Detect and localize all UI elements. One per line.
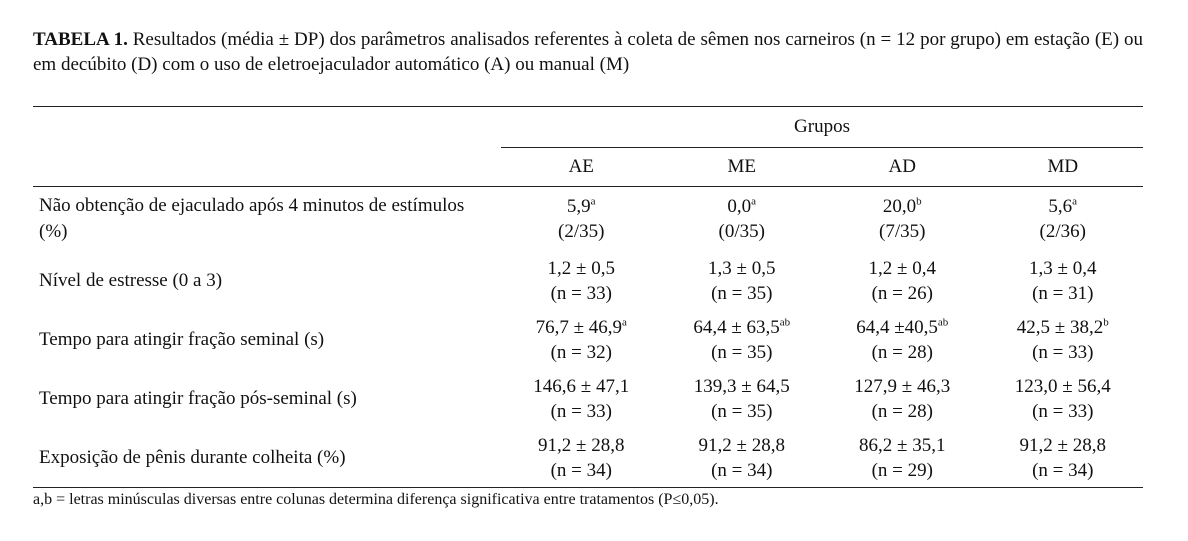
cell-sample-size: (n = 33)	[1032, 341, 1094, 363]
cell-sample-size: (n = 33)	[550, 400, 612, 422]
cell-value: 5,6	[1048, 196, 1073, 217]
cell-value-line	[501, 256, 662, 281]
table-cell	[822, 187, 983, 252]
cell-sample-size: (n = 28)	[871, 341, 933, 363]
significance-superscript: a	[1072, 195, 1078, 208]
cell-sample-size: (2/36)	[1039, 221, 1086, 242]
significance-superscript: a	[751, 195, 757, 208]
table-cell	[662, 369, 823, 428]
cell-sample-size: (n = 26)	[871, 282, 933, 304]
column-header-md: MD	[983, 148, 1144, 187]
cell-value-line	[983, 315, 1144, 340]
table-cell	[822, 310, 983, 369]
cell-value-line	[662, 256, 823, 281]
cell-value: 1,3 ± 0,5	[708, 257, 776, 279]
header-blank	[33, 107, 501, 148]
significance-superscript: a	[622, 316, 627, 329]
cell-sample-size: (n = 35)	[711, 400, 773, 422]
column-header-ae: AE	[501, 148, 662, 187]
significance-superscript: b	[1103, 316, 1109, 329]
table-row	[33, 428, 1143, 488]
group-header: Grupos	[501, 107, 1143, 148]
table-caption-label: TABELA 1.	[33, 29, 128, 50]
cell-value-line	[501, 433, 662, 458]
cell-value-line	[662, 433, 823, 458]
cell-value-line	[983, 194, 1144, 219]
cell-sample-size: (n = 32)	[550, 341, 612, 363]
cell-sample-size: (0/35)	[718, 221, 765, 242]
cell-value-line	[501, 315, 662, 340]
cell-value-line	[662, 374, 823, 399]
row-label-line: Não obtenção de ejaculado após 4 minutos de estímulos	[39, 195, 465, 216]
cell-value: 64,4 ±40,5	[856, 316, 938, 338]
cell-value-line	[501, 194, 662, 219]
cell-sample-size: (n = 33)	[550, 282, 612, 304]
row-label-line: Tempo para atingir fração seminal (s)	[39, 328, 325, 350]
table-cell	[501, 251, 662, 310]
table-caption-text: Resultados (média ± DP) dos parâmetros analisados referentes à coleta de sêmen nos carneiros (n = 12 por grupo) em estação (E) ou em decúbito (D) com o uso de eletroejaculador automático (A) ou manual (M)	[33, 29, 1143, 75]
table-cell	[983, 310, 1144, 369]
cell-value: 91,2 ± 28,8	[538, 434, 625, 456]
cell-sample-size: (n = 33)	[1032, 400, 1094, 422]
cell-value-line	[822, 194, 983, 219]
cell-value-line	[983, 374, 1144, 399]
cell-value-line	[822, 433, 983, 458]
table-cell	[822, 428, 983, 488]
column-header-ad: AD	[822, 148, 983, 187]
cell-value-line	[822, 374, 983, 399]
table-row	[33, 369, 1143, 428]
table-cell	[501, 428, 662, 488]
cell-value-line	[662, 194, 823, 219]
cell-value-line	[501, 374, 662, 399]
cell-value-line	[662, 315, 823, 340]
table-body	[33, 187, 1143, 488]
cell-sample-size: (n = 34)	[1032, 459, 1094, 481]
significance-superscript: a	[590, 195, 596, 208]
cell-sample-size: (n = 35)	[711, 341, 773, 363]
cell-value: 146,6 ± 47,1	[533, 375, 630, 397]
table-cell	[501, 187, 662, 252]
significance-superscript: ab	[937, 316, 949, 329]
cell-value-line	[822, 315, 983, 340]
cell-value: 5,9	[566, 196, 591, 217]
cell-value: 91,2 ± 28,8	[1019, 434, 1106, 456]
cell-value: 139,3 ± 64,5	[693, 375, 790, 397]
table-row	[33, 187, 1143, 252]
cell-value-line	[983, 256, 1144, 281]
table-row	[33, 310, 1143, 369]
cell-value: 127,9 ± 46,3	[854, 375, 951, 397]
significance-superscript: b	[916, 195, 922, 208]
cell-sample-size: (n = 34)	[550, 459, 612, 481]
cell-value: 91,2 ± 28,8	[698, 434, 785, 456]
row-label-line: Exposição de pênis durante colheita (%)	[39, 446, 346, 468]
row-label	[33, 187, 501, 252]
cell-sample-size: (n = 28)	[871, 400, 933, 422]
cell-value-line	[822, 256, 983, 281]
results-table	[33, 106, 1143, 488]
cell-value: 20,0	[882, 196, 917, 217]
cell-value: 123,0 ± 56,4	[1014, 375, 1111, 397]
table-cell	[662, 310, 823, 369]
cell-value: 86,2 ± 35,1	[859, 434, 946, 456]
cell-value: 0,0	[727, 196, 752, 217]
table-cell	[822, 369, 983, 428]
cell-sample-size: (n = 35)	[711, 282, 773, 304]
row-label-line-2: (%)	[39, 221, 68, 242]
cell-sample-size: (n = 34)	[711, 459, 773, 481]
cell-sample-size: (2/35)	[558, 221, 605, 242]
cell-value: 42,5 ± 38,2	[1016, 316, 1104, 338]
cell-sample-size: (7/35)	[879, 221, 926, 242]
table-cell	[983, 369, 1144, 428]
cell-value: 1,3 ± 0,4	[1029, 257, 1097, 279]
table-cell	[662, 187, 823, 252]
table-cell	[983, 251, 1144, 310]
cell-sample-size: (n = 31)	[1032, 282, 1094, 304]
column-header-blank	[33, 148, 501, 187]
cell-sample-size: (n = 29)	[871, 459, 933, 481]
cell-value: 76,7 ± 46,9	[535, 316, 623, 338]
column-header-me: ME	[662, 148, 823, 187]
table-cell	[983, 187, 1144, 252]
cell-value: 1,2 ± 0,4	[868, 257, 936, 279]
table-cell	[662, 251, 823, 310]
row-label	[33, 428, 501, 488]
cell-value: 1,2 ± 0,5	[547, 257, 615, 279]
cell-value-line	[983, 433, 1144, 458]
row-label	[33, 369, 501, 428]
significance-superscript: ab	[779, 316, 791, 329]
table-cell	[822, 251, 983, 310]
table-cell	[662, 428, 823, 488]
cell-value: 64,4 ± 63,5	[693, 316, 780, 338]
row-label	[33, 310, 501, 369]
table-cell	[501, 310, 662, 369]
table-cell	[983, 428, 1144, 488]
table-row	[33, 251, 1143, 310]
table-footnote: a,b = letras minúsculas diversas entre colunas determina diferença significativa entre tratamentos (P≤0,05).	[33, 491, 719, 508]
row-label-line: Tempo para atingir fração pós-seminal (s)	[39, 387, 357, 409]
table-cell	[501, 369, 662, 428]
row-label	[33, 251, 501, 310]
table-caption	[33, 27, 1143, 77]
row-label-line: Nível de estresse (0 a 3)	[39, 269, 223, 291]
